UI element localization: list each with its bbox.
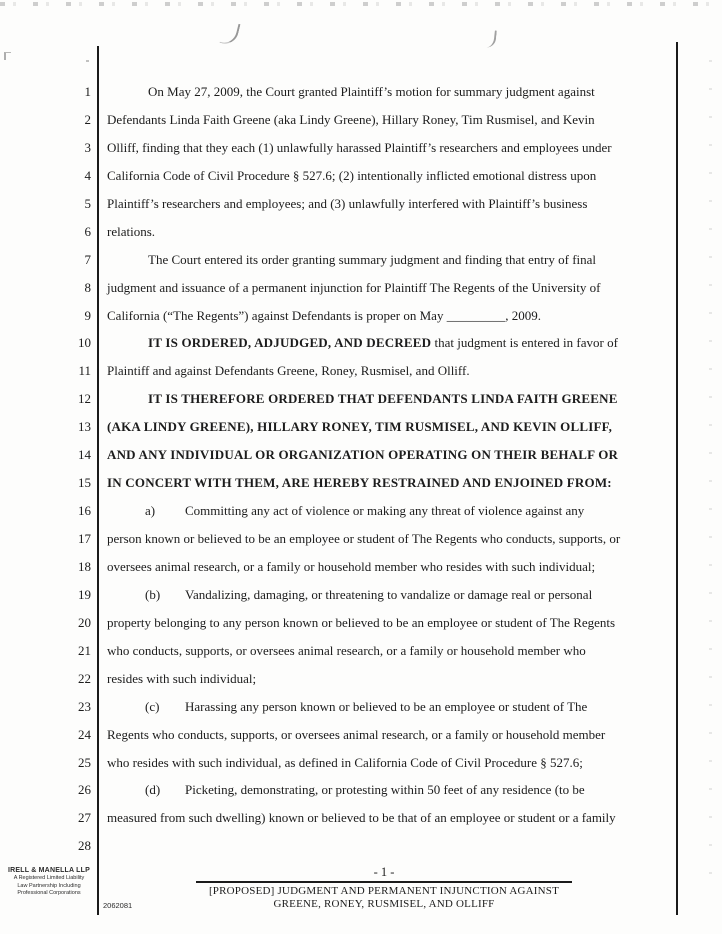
document-line bbox=[107, 441, 673, 469]
document-line bbox=[107, 497, 673, 525]
line-number: 19 bbox=[78, 586, 91, 602]
line-text: On May 27, 2009, the Court granted Plaintiff’s motion for summary judgment against bbox=[148, 84, 595, 99]
line-number: 5 bbox=[84, 195, 91, 211]
pleading-rule-left bbox=[97, 46, 99, 915]
footer-divider bbox=[196, 881, 572, 883]
law-firm-descriptor: A Registered Limited Liability bbox=[13, 875, 85, 881]
line-number: 4 bbox=[84, 167, 91, 183]
footer-document-title-line1: [PROPOSED] JUDGMENT AND PERMANENT INJUNCTION AGAINST bbox=[208, 885, 560, 897]
line-number: 26 bbox=[78, 782, 91, 798]
document-line bbox=[107, 302, 673, 330]
line-number: 11 bbox=[78, 363, 91, 379]
scan-mark-speck bbox=[86, 60, 89, 62]
line-text: property belonging to any person known or believed to be an employee or student of The Regents bbox=[107, 614, 616, 630]
document-line bbox=[107, 804, 673, 832]
line-text: relations. bbox=[107, 223, 156, 239]
line-text: (AKA LINDY GREENE), HILLARY RONEY, TIM RUSMISEL, AND KEVIN OLLIFF, bbox=[107, 419, 613, 435]
document-line bbox=[107, 218, 673, 246]
document-line bbox=[107, 134, 673, 162]
line-text: Olliff, finding that they each (1) unlawfully harassed Plaintiff’s researchers and employees under bbox=[107, 139, 612, 155]
line-number: 20 bbox=[78, 614, 91, 630]
line-number: 8 bbox=[84, 279, 91, 295]
line-text: Plaintiff and against Defendants Greene, Roney, Rusmisel, and Olliff. bbox=[107, 363, 470, 379]
line-number: 13 bbox=[78, 419, 91, 435]
line-text: Regents who conducts, supports, or oversees animal research, or a family or household member bbox=[107, 726, 606, 742]
list-item-letter: (b) bbox=[145, 586, 161, 602]
document-line bbox=[107, 693, 673, 721]
document-line bbox=[107, 78, 673, 106]
line-text: measured from such dwelling) known or believed to be that of an employee or student or a family bbox=[107, 810, 616, 826]
document-line bbox=[107, 469, 673, 497]
document-line bbox=[107, 413, 673, 441]
law-firm-descriptor: Professional Corporations bbox=[17, 890, 81, 896]
scan-noise-right bbox=[709, 60, 712, 880]
document-line bbox=[107, 274, 673, 302]
line-text: Harassing any person known or believed to be an employee or student of The bbox=[185, 698, 588, 714]
scan-mark-squiggle bbox=[483, 29, 497, 48]
document-body bbox=[107, 78, 673, 860]
line-text: IT IS ORDERED, ADJUDGED, AND DECREED bbox=[148, 335, 432, 351]
scan-mark-squiggle bbox=[219, 20, 240, 46]
line-number: 23 bbox=[78, 698, 91, 714]
document-line bbox=[107, 609, 673, 637]
line-text: who resides with such individual, as defined in California Code of Civil Procedure § 527.6; bbox=[107, 754, 583, 770]
line-number: 12 bbox=[78, 391, 91, 407]
line-text: Defendants Linda Faith Greene (aka Lindy Greene), Hillary Roney, Tim Rusmisel, and Kevin bbox=[107, 111, 595, 127]
line-text: Vandalizing, damaging, or threatening to vandalize or damage real or personal bbox=[185, 586, 593, 602]
line-number: 10 bbox=[78, 335, 91, 351]
document-line bbox=[107, 357, 673, 385]
document-line bbox=[107, 776, 673, 804]
document-line bbox=[107, 190, 673, 218]
document-line bbox=[107, 329, 673, 357]
line-number: 7 bbox=[84, 251, 91, 267]
line-number: 28 bbox=[78, 838, 91, 854]
line-text: California Code of Civil Procedure § 527.6; (2) intentionally inflicted emotional distress upon bbox=[107, 167, 597, 183]
line-number-column bbox=[0, 78, 91, 860]
document-line bbox=[107, 749, 673, 777]
line-text: AND ANY INDIVIDUAL OR ORGANIZATION OPERATING ON THEIR BEHALF OR bbox=[107, 447, 619, 463]
line-number: 22 bbox=[78, 670, 91, 686]
pleading-rule-right bbox=[676, 42, 678, 915]
line-number: 15 bbox=[78, 475, 91, 491]
law-firm-name: IRELL & MANELLA LLP bbox=[8, 867, 90, 874]
line-number: 2 bbox=[84, 111, 91, 127]
line-number: 14 bbox=[78, 447, 91, 463]
document-line bbox=[107, 832, 673, 860]
line-number: 16 bbox=[78, 503, 91, 519]
scan-mark-speck bbox=[4, 52, 11, 60]
line-text: that judgment is entered in favor of bbox=[431, 335, 618, 351]
line-text: person known or believed to be an employee or student of The Regents who conducts, supports, or bbox=[107, 531, 621, 546]
line-text: IT IS THEREFORE ORDERED THAT DEFENDANTS LINDA FAITH GREENE bbox=[148, 391, 618, 407]
line-number: 18 bbox=[78, 558, 91, 574]
document-line bbox=[107, 162, 673, 190]
document-line bbox=[107, 553, 673, 581]
line-number: 17 bbox=[78, 531, 91, 546]
line-number: 9 bbox=[84, 307, 91, 323]
scan-noise-top bbox=[0, 2, 722, 6]
law-firm-block bbox=[2, 866, 96, 898]
line-text: California (“The Regents”) against Defendants is proper on May _________, 2009. bbox=[107, 307, 541, 323]
line-text: who conducts, supports, or oversees animal research, or a family or household member who bbox=[107, 642, 586, 658]
document-line bbox=[107, 581, 673, 609]
line-text: IN CONCERT WITH THEM, ARE HEREBY RESTRAINED AND ENJOINED FROM: bbox=[107, 475, 612, 491]
line-number: 1 bbox=[84, 84, 91, 99]
document-line bbox=[107, 665, 673, 693]
line-text: oversees animal research, or a family or household member who resides with such individual; bbox=[107, 558, 596, 574]
law-firm-descriptor: Law Partnership Including bbox=[17, 882, 81, 889]
document-line bbox=[107, 637, 673, 665]
list-item-letter: a) bbox=[145, 503, 156, 519]
line-text: Plaintiff’s researchers and employees; and (3) unlawfully interfered with Plaintiff’s business bbox=[107, 195, 588, 211]
line-text: judgment and issuance of a permanent injunction for Plaintiff The Regents of the University of bbox=[107, 279, 601, 295]
line-number: 3 bbox=[84, 139, 91, 155]
line-text: The Court entered its order granting summary judgment and finding that entry of final bbox=[148, 251, 597, 267]
document-line bbox=[107, 246, 673, 274]
line-number: 6 bbox=[84, 223, 91, 239]
document-line bbox=[107, 385, 673, 413]
line-number: 24 bbox=[78, 726, 91, 742]
line-number: 27 bbox=[78, 810, 91, 826]
footer-center bbox=[196, 865, 572, 911]
list-item-letter: (c) bbox=[145, 698, 160, 714]
line-text: Committing any act of violence or making any threat of violence against any bbox=[185, 503, 585, 519]
line-text: resides with such individual; bbox=[107, 670, 257, 686]
page-number: - 1 - bbox=[373, 865, 395, 879]
document-line bbox=[107, 721, 673, 749]
line-number: 25 bbox=[78, 754, 91, 770]
document-line bbox=[107, 106, 673, 134]
list-item-letter: (d) bbox=[145, 782, 161, 798]
line-text: Picketing, demonstrating, or protesting within 50 feet of any residence (to be bbox=[185, 782, 585, 798]
footer-document-title-line2: GREENE, RONEY, RUSMISEL, AND OLLIFF bbox=[273, 898, 495, 910]
line-number: 21 bbox=[78, 642, 91, 658]
document-line bbox=[107, 525, 673, 553]
document-id-stamp: 2062081 bbox=[103, 901, 133, 910]
